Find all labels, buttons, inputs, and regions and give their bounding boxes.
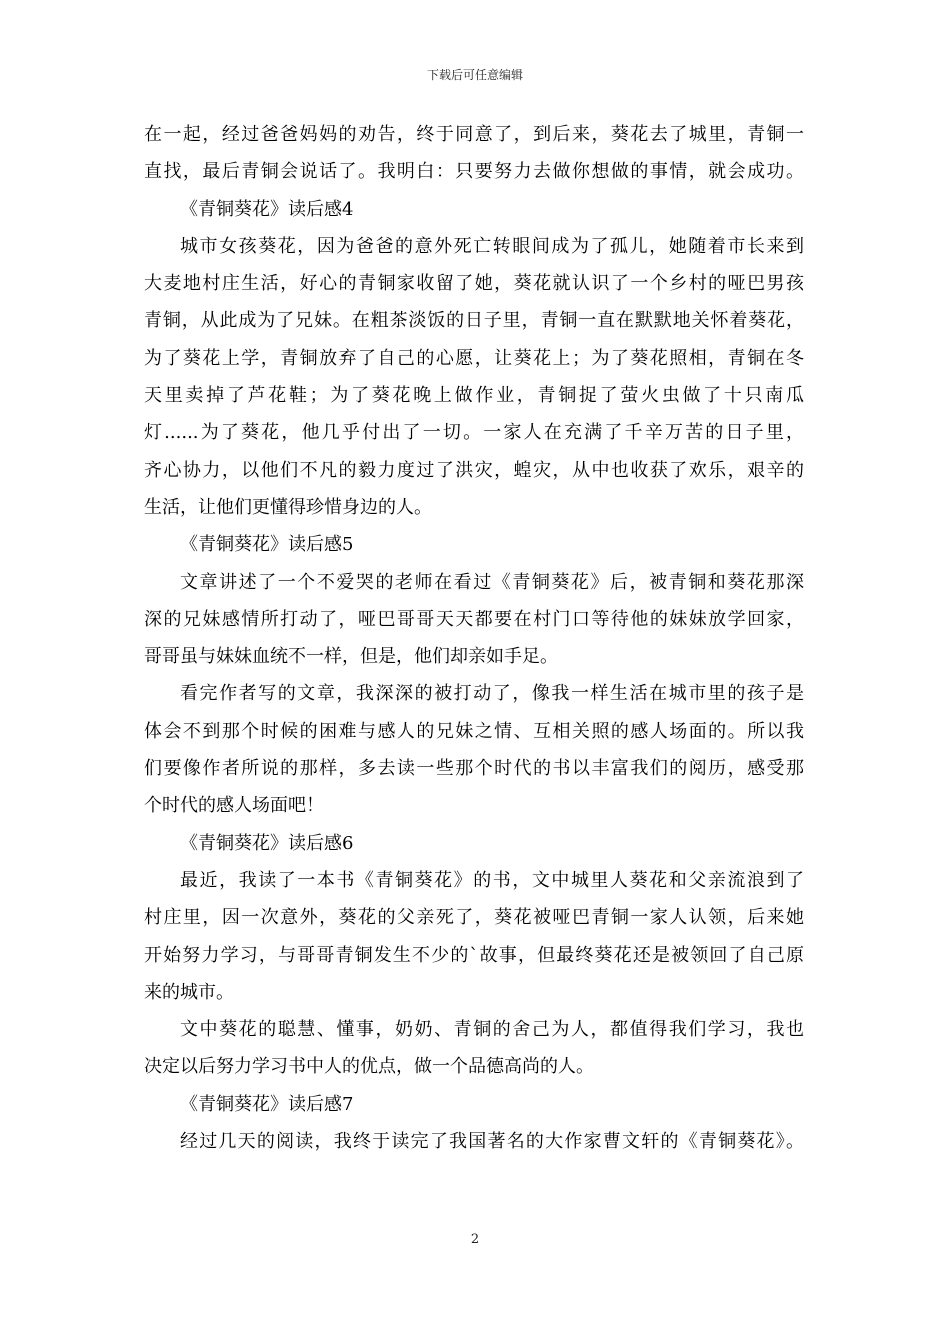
body-text-line: 灯......为了葵花，他几乎付出了一切。一家人在充满了千辛万苦的日子里， (144, 422, 804, 444)
body-text-line: 体会不到那个时候的困难与感人的兄妹之情、互相关照的感人场面的。所以我 (144, 720, 804, 742)
paragraph-last-line: 生活，让他们更懂得珍惜身边的人。 (144, 496, 432, 518)
document-body (144, 116, 804, 1160)
paragraph-first-line: 文章讲述了一个不爱哭的老师在看过《青铜葵花》后，被青铜和葵花那深 (180, 571, 804, 593)
body-text-line: 为了葵花上学，青铜放弃了自己的心愿，让葵花上；为了葵花照相，青铜在冬 (144, 347, 804, 369)
paragraph-first-line: 城市女孩葵花，因为爸爸的意外死亡转眼间成为了孤儿，她随着市长来到 (180, 235, 804, 257)
body-text-line: 深的兄妹感情所打动了，哑巴哥哥天天都要在村门口等待他的妹妹放学回家， (144, 608, 804, 630)
body-text-line: 青铜，从此成为了兄妹。在粗茶淡饭的日子里，青铜一直在默默地关怀着葵花， (144, 310, 804, 332)
paragraph-first-line: 最近，我读了一本书《青铜葵花》的书，文中城里人葵花和父亲流浪到了 (180, 869, 804, 891)
body-text-line: 们要像作者所说的那样，多去读一些那个时代的书以丰富我们的阅历，感受那 (144, 758, 804, 780)
body-text-line: 直找，最后青铜会说话了。我明白：只要努力去做你想做的事情，就会成功。 (144, 161, 804, 183)
body-text-line: 开始努力学习，与哥哥青铜发生不少的`故事，但最终葵花还是被领回了自己原 (144, 944, 804, 966)
body-text-line: 齐心协力，以他们不凡的毅力度过了洪灾，蝗灾，从中也收获了欢乐，艰辛的 (144, 459, 804, 481)
page-header: 下载后可任意编辑 (426, 68, 523, 82)
section-heading: 《青铜葵花》读后感7 (180, 1093, 354, 1115)
paragraph-first-line: 文中葵花的聪慧、懂事，奶奶、青铜的舍己为人，都值得我们学习，我也 (180, 1019, 804, 1041)
paragraph-last-line: 个时代的感人场面吧！ (144, 795, 324, 817)
paragraph-first-line: 看完作者写的文章，我深深的被打动了，像我一样生活在城市里的孩子是 (180, 683, 804, 705)
paragraph-last-line: 哥哥虽与妹妹血统不一样，但是，他们却亲如手足。 (144, 646, 558, 668)
body-text-line: 天里卖掉了芦花鞋；为了葵花晚上做作业，青铜捉了萤火虫做了十只南瓜 (144, 385, 804, 407)
body-text-line: 村庄里，因一次意外，葵花的父亲死了，葵花被哑巴青铜一家人认领，后来她 (144, 907, 804, 929)
body-text-line: 在一起，经过爸爸妈妈的劝告，终于同意了，到后来，葵花去了城里，青铜一 (144, 124, 804, 145)
paragraph-last-line: 来的城市。 (144, 981, 234, 1003)
paragraph-last-line: 决定以后努力学习书中人的优点，做一个品德高尚的人。 (144, 1056, 594, 1078)
paragraph-first-line: 经过几天的阅读，我终于读完了我国著名的大作家曹文轩的《青铜葵花》。 (180, 1131, 804, 1153)
body-text-line: 大麦地村庄生活，好心的青铜家收留了她，葵花就认识了一个乡村的哑巴男孩 (144, 273, 804, 295)
section-heading: 《青铜葵花》读后感4 (180, 198, 354, 220)
section-heading: 《青铜葵花》读后感5 (180, 534, 354, 556)
section-heading: 《青铜葵花》读后感6 (180, 832, 354, 854)
page-number: 2 (470, 1232, 480, 1247)
